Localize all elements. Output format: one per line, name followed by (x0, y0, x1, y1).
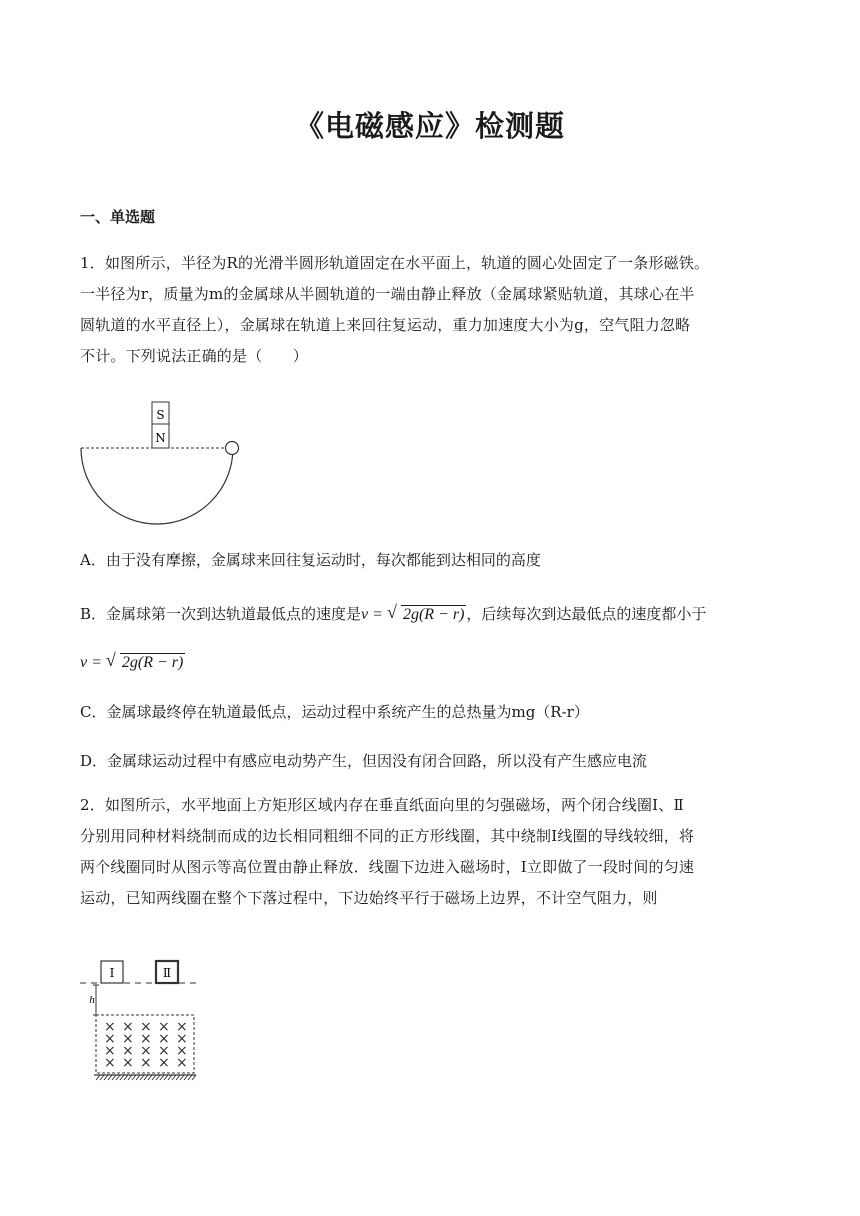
radical-sign: √ (386, 602, 397, 622)
hatch-stroke (164, 1075, 168, 1080)
metal-ball (226, 442, 239, 455)
coil-2-label: Ⅱ (162, 966, 172, 980)
hatch-stroke (112, 1075, 116, 1080)
field-cross: × (158, 1031, 170, 1047)
field-cross-marks (104, 1019, 188, 1071)
q1-option-b (80, 602, 706, 627)
formula-radicand: 2g(R − r) (402, 606, 465, 623)
formula-v-1 (361, 602, 466, 623)
hatch-stroke (128, 1075, 132, 1080)
ground-hatching (96, 1075, 196, 1080)
formula-lhs: v = (361, 606, 383, 623)
formula-lhs: v = (80, 654, 102, 671)
q1-option-a: A．由于没有摩擦，金属球来回往复运动时，每次都能到达相同的高度 (80, 551, 541, 569)
hatch-stroke (176, 1075, 180, 1080)
hatch-stroke (132, 1075, 136, 1080)
field-cross: × (140, 1019, 152, 1035)
hatch-stroke (160, 1075, 164, 1080)
q2-stem-line: 两个线圈同时从图示等高位置由静止释放．线圈下边进入磁场时，Ⅰ立即做了一段时间的匀速 (80, 858, 695, 876)
question-1-stem (80, 248, 782, 372)
field-cross: × (158, 1055, 170, 1071)
field-cross: × (104, 1055, 116, 1071)
hatch-stroke (156, 1075, 160, 1080)
q2-stem-line: 分别用同种材料绕制而成的边长相同粗细不同的正方形线圈，其中绕制Ⅰ线圈的导线较细，将 (80, 827, 695, 845)
hatch-stroke (148, 1075, 152, 1080)
field-cross: × (122, 1031, 134, 1047)
hatch-stroke (104, 1075, 108, 1080)
field-cross: × (158, 1043, 170, 1059)
hatch-stroke (116, 1075, 120, 1080)
field-cross: × (122, 1043, 134, 1059)
q1-stem-line: 圆轨道的水平直径上），金属球在轨道上来回往复运动，重力加速度大小为g，空气阻力忽略 (80, 316, 691, 334)
hatch-stroke (184, 1075, 188, 1080)
hatch-stroke (180, 1075, 184, 1080)
q2-stem-line: 运动，已知两线圈在整个下落过程中，下边始终平行于磁场上边界，不计空气阻力，则 (80, 889, 658, 907)
radical-sign: √ (105, 650, 116, 670)
hatch-stroke (188, 1075, 192, 1080)
hatch-stroke (124, 1075, 128, 1080)
field-cross: × (104, 1043, 116, 1059)
question-2-stem (80, 790, 782, 914)
coil-1-label: Ⅰ (109, 966, 115, 980)
q1-figure (76, 398, 246, 530)
hatch-stroke (120, 1075, 124, 1080)
hatch-stroke (108, 1075, 112, 1080)
q1-option-c: C．金属球最终停在轨道最低点，运动过程中系统产生的总热量为mg（R-r） (80, 703, 589, 721)
field-cross: × (140, 1031, 152, 1047)
section-heading: 一、单选题 (80, 208, 156, 226)
q2-stem-line: 2．如图所示，水平地面上方矩形区域内存在垂直纸面向里的匀强磁场，两个闭合线圈Ⅰ、Ⅱ (80, 796, 684, 814)
height-label: h (89, 994, 95, 1006)
q1-stem-line: 1．如图所示，半径为R的光滑半圆形轨道固定在水平面上，轨道的圆心处固定了一条形磁铁。 (80, 254, 710, 272)
field-cross: × (176, 1043, 188, 1059)
field-cross: × (158, 1019, 170, 1035)
formula-v-2 (80, 650, 185, 671)
q2-figure (76, 955, 206, 1083)
field-cross: × (176, 1019, 188, 1035)
hatch-stroke (140, 1075, 144, 1080)
q1-stem-line: 一半径为r，质量为m的金属球从半圆轨道的一端由静止释放（金属球紧贴轨道，其球心在半 (80, 285, 695, 303)
hatch-stroke (192, 1075, 196, 1080)
page-title: 《电磁感应》检测题 (294, 109, 565, 143)
q1-option-b-prefix: B．金属球第一次到达轨道最低点的速度是 (80, 605, 362, 623)
hatch-stroke (96, 1075, 100, 1080)
hatch-stroke (136, 1075, 140, 1080)
field-cross: × (140, 1055, 152, 1071)
field-cross: × (176, 1055, 188, 1071)
field-cross: × (140, 1043, 152, 1059)
hatch-stroke (100, 1075, 104, 1080)
q1-option-b-formula (80, 650, 185, 675)
sqrt-formula (106, 651, 185, 675)
field-cross: × (104, 1031, 116, 1047)
hatch-stroke (144, 1075, 148, 1080)
field-cross: × (122, 1055, 134, 1071)
hatch-stroke (152, 1075, 156, 1080)
hatch-stroke (168, 1075, 172, 1080)
magnet-s-label: S (156, 408, 165, 422)
q1-stem-line: 不计。下列说法正确的是（ ） (80, 347, 309, 365)
field-cross: × (104, 1019, 116, 1035)
field-cross: × (176, 1031, 188, 1047)
field-cross: × (122, 1019, 134, 1035)
formula-radicand: 2g(R − r) (121, 654, 184, 671)
sqrt-formula (387, 603, 466, 627)
hatch-stroke (172, 1075, 176, 1080)
q1-option-b-suffix: ，后续每次到达最低点的速度都小于 (466, 605, 707, 623)
q1-option-d: D．金属球运动过程中有感应电动势产生，但因没有闭合回路，所以没有产生感应电流 (80, 752, 648, 770)
semicircle-track (81, 448, 233, 524)
magnet-n-label: N (155, 431, 166, 445)
